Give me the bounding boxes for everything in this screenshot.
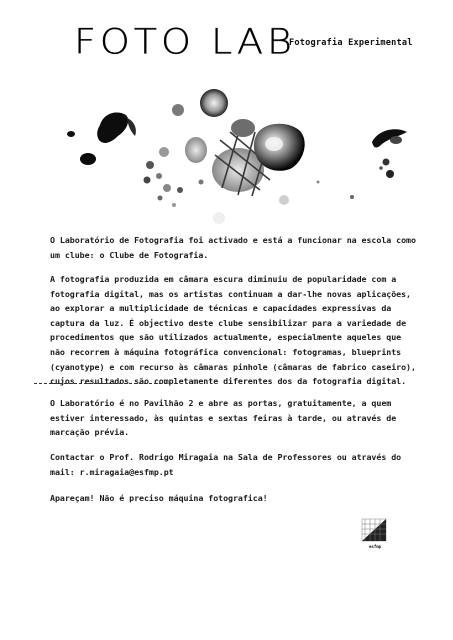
photogram-dot bbox=[158, 196, 163, 201]
photogram-blob bbox=[67, 131, 75, 137]
photogram-dot bbox=[177, 187, 183, 193]
photogram-blob bbox=[97, 112, 128, 142]
photogram-dot bbox=[213, 212, 225, 224]
photogram-blob bbox=[390, 136, 402, 144]
photogram-blob bbox=[80, 153, 96, 165]
contact-paragraph: Contactar o Prof. Rodrigo Miragaia na Sala de Professores ou através do mail: r.miragaia@esfmp.pt bbox=[50, 452, 402, 477]
photogram-dot bbox=[383, 159, 390, 166]
school-logo-text: esfmp bbox=[369, 544, 382, 549]
tagline: Fotografia Experimental bbox=[289, 38, 413, 48]
photogram-dot bbox=[317, 181, 320, 184]
photogram-dot bbox=[386, 170, 394, 178]
photogram-dot bbox=[279, 195, 289, 205]
photogram-dot bbox=[379, 166, 383, 170]
photogram-artwork bbox=[0, 70, 453, 230]
photogram-blob bbox=[372, 129, 407, 147]
photogram-dot bbox=[350, 195, 354, 199]
foto-lab-logo: FOTO LAB bbox=[74, 21, 296, 62]
photogram-dot bbox=[172, 203, 176, 207]
photogram-blob bbox=[200, 89, 228, 117]
schedule-paragraph: O Laboratório é no Pavilhão 2 e abre as portas, gratuitamente, a quem estiver interessado, às quintas e sextas feiras à tarde, ou através de marcação prévia. bbox=[50, 398, 397, 438]
description-paragraph: A fotografia produzida em câmara escura diminuiu de popularidade com a fotografia digital, mas os artistas continuam a dar-lhe novas aplicações, ao explorar a multiplicidade de técnicas e capacidades expressivas da captura da luz. É objectivo deste clube sensibilizar para a variedade de procedimentos que são utilizados actualmente, especialmente aqueles que não recorrem à máquina fotográfica convencional: fotogramas, blueprints (cyanotype) e com recurso às câmaras pinhole (câmaras de fabrico caseiro), cujos resultados são completamente diferentes dos da fotografia digital. bbox=[50, 274, 416, 387]
photogram-dot bbox=[156, 173, 162, 179]
intro-paragraph: O Laboratório de Fotografia foi activado e está a funcionar na escola como um clube: o Clube de Fotografia. bbox=[50, 235, 416, 260]
photogram-blob bbox=[127, 118, 136, 136]
photogram-dot bbox=[159, 147, 169, 157]
photogram-dot bbox=[199, 180, 204, 185]
dashed-divider bbox=[34, 383, 177, 384]
photogram-blob bbox=[231, 119, 255, 137]
photogram-dot bbox=[144, 177, 151, 184]
closing-paragraph: Apareçam! Não é preciso máquina fotografica! bbox=[50, 493, 268, 503]
photogram-dot bbox=[172, 104, 184, 116]
photogram-blob bbox=[265, 137, 283, 151]
photogram-dot bbox=[146, 161, 154, 169]
photogram-dot bbox=[163, 184, 171, 192]
photogram-blob bbox=[185, 137, 207, 163]
